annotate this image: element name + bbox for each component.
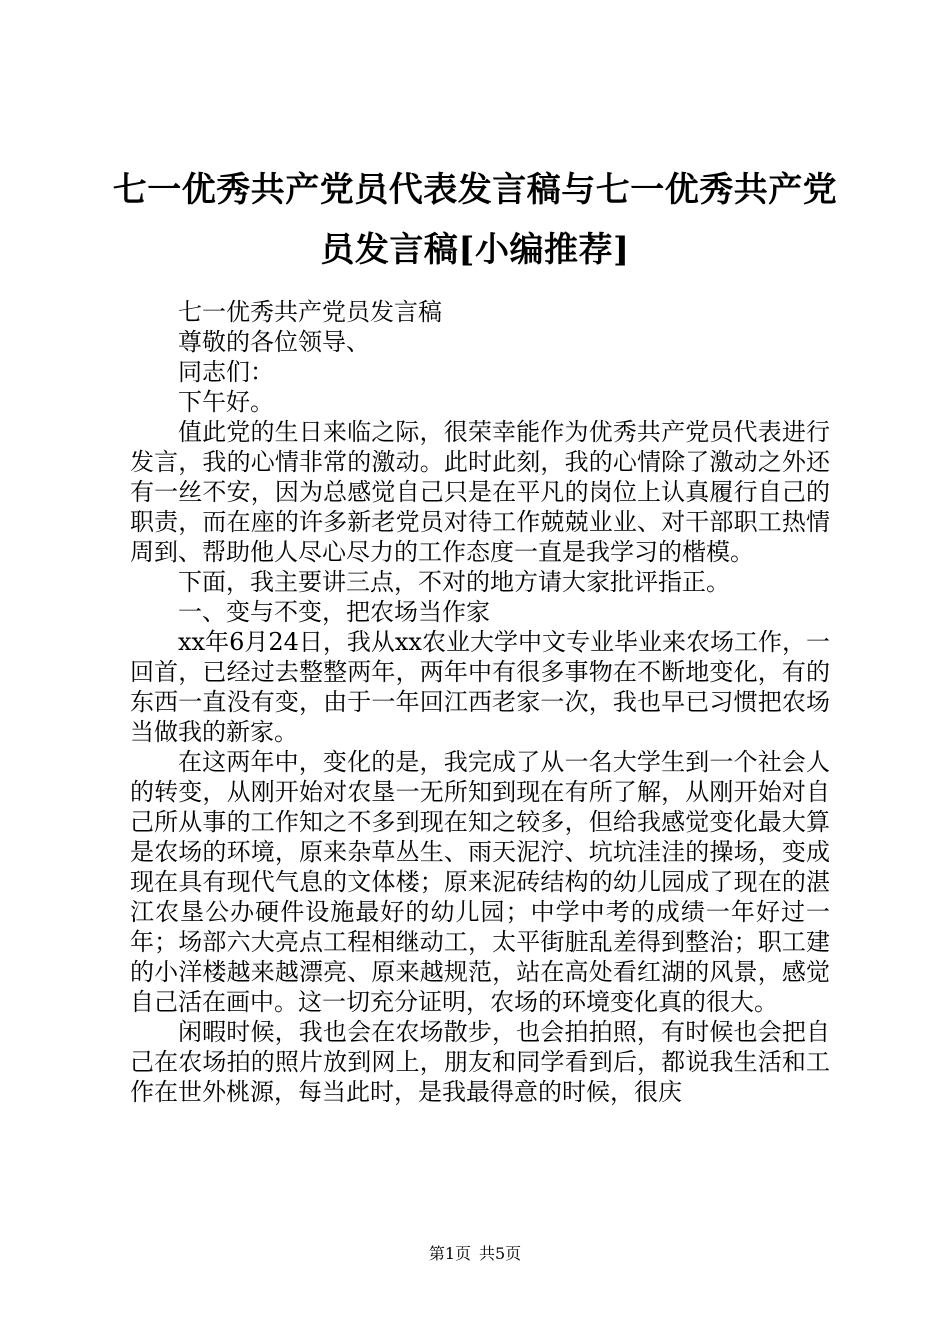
page-number: 第1页 xyxy=(428,1244,471,1263)
paragraph: 在这两年中，变化的是，我完成了从一名大学生到一个社会人的转变，从刚开始对农垦一无所知到现在有所了解，从刚开始对自己所从事的工作知之不多到现在知之较多，但给我感觉变化最大算是农场的环境，原来杂草丛生、雨天泥泞、坑坑洼洼的操场，变成现在具有现代气息的文体楼；原来泥砖结构的幼儿园成了现在的湛江农垦公办硬件设施最好的幼儿园；中学中考的成绩一年好过一年；场部六大亮点工程相继动工，太平街脏乱差得到整治；职工建的小洋楼越来越漂亮、原来越规范，站在高处看红湖的风景，感觉自己活在画中。这一切充分证明，农场的环境变化真的很大。 xyxy=(130,748,830,1016)
document-title: 七一优秀共产党员代表发言稿与七一优秀共产党员发言稿[小编推荐] xyxy=(112,170,838,270)
paragraph-heading: 七一优秀共产党员发言稿 xyxy=(178,298,442,326)
paragraph: xx年6月24日，我从xx农业大学中文专业毕业来农场工作，一回首，已经过去整整两年，两年中有很多事物在不断地变化，有的东西一直没有变，由于一年回江西老家一次，我也早已习惯把农场当做我的新家。 xyxy=(130,628,830,746)
paragraph-salutation: 尊敬的各位领导、 xyxy=(178,328,370,356)
page-total: 共5页 xyxy=(479,1244,522,1263)
document-body xyxy=(130,297,830,1107)
paragraph: 闲暇时候，我也会在农场散步，也会拍拍照，有时候也会把自己在农场拍的照片放到网上，朋友和同学看到后，都说我生活和工作在世外桃源，每当此时，是我最得意的时候，很庆 xyxy=(130,1018,830,1106)
paragraph: 下面，我主要讲三点，不对的地方请大家批评指正。 xyxy=(178,568,730,596)
paragraph: 值此党的生日来临之际，很荣幸能作为优秀共产党员代表进行发言，我的心情非常的激动。此时此刻，我的心情除了激动之外还有一丝不安，因为总感觉自己只是在平凡的岗位上认真履行自己的职责，而在座的许多新老党员对待工作兢兢业业、对干部职工热情周到、帮助他人尽心尽力的工作态度一直是我学习的楷模。 xyxy=(130,418,830,566)
section-heading: 一、变与不变，把农场当作家 xyxy=(178,598,490,626)
page-footer xyxy=(0,1244,950,1264)
paragraph-salutation-2: 同志们： xyxy=(178,358,274,386)
paragraph-greeting: 下午好。 xyxy=(178,388,274,416)
